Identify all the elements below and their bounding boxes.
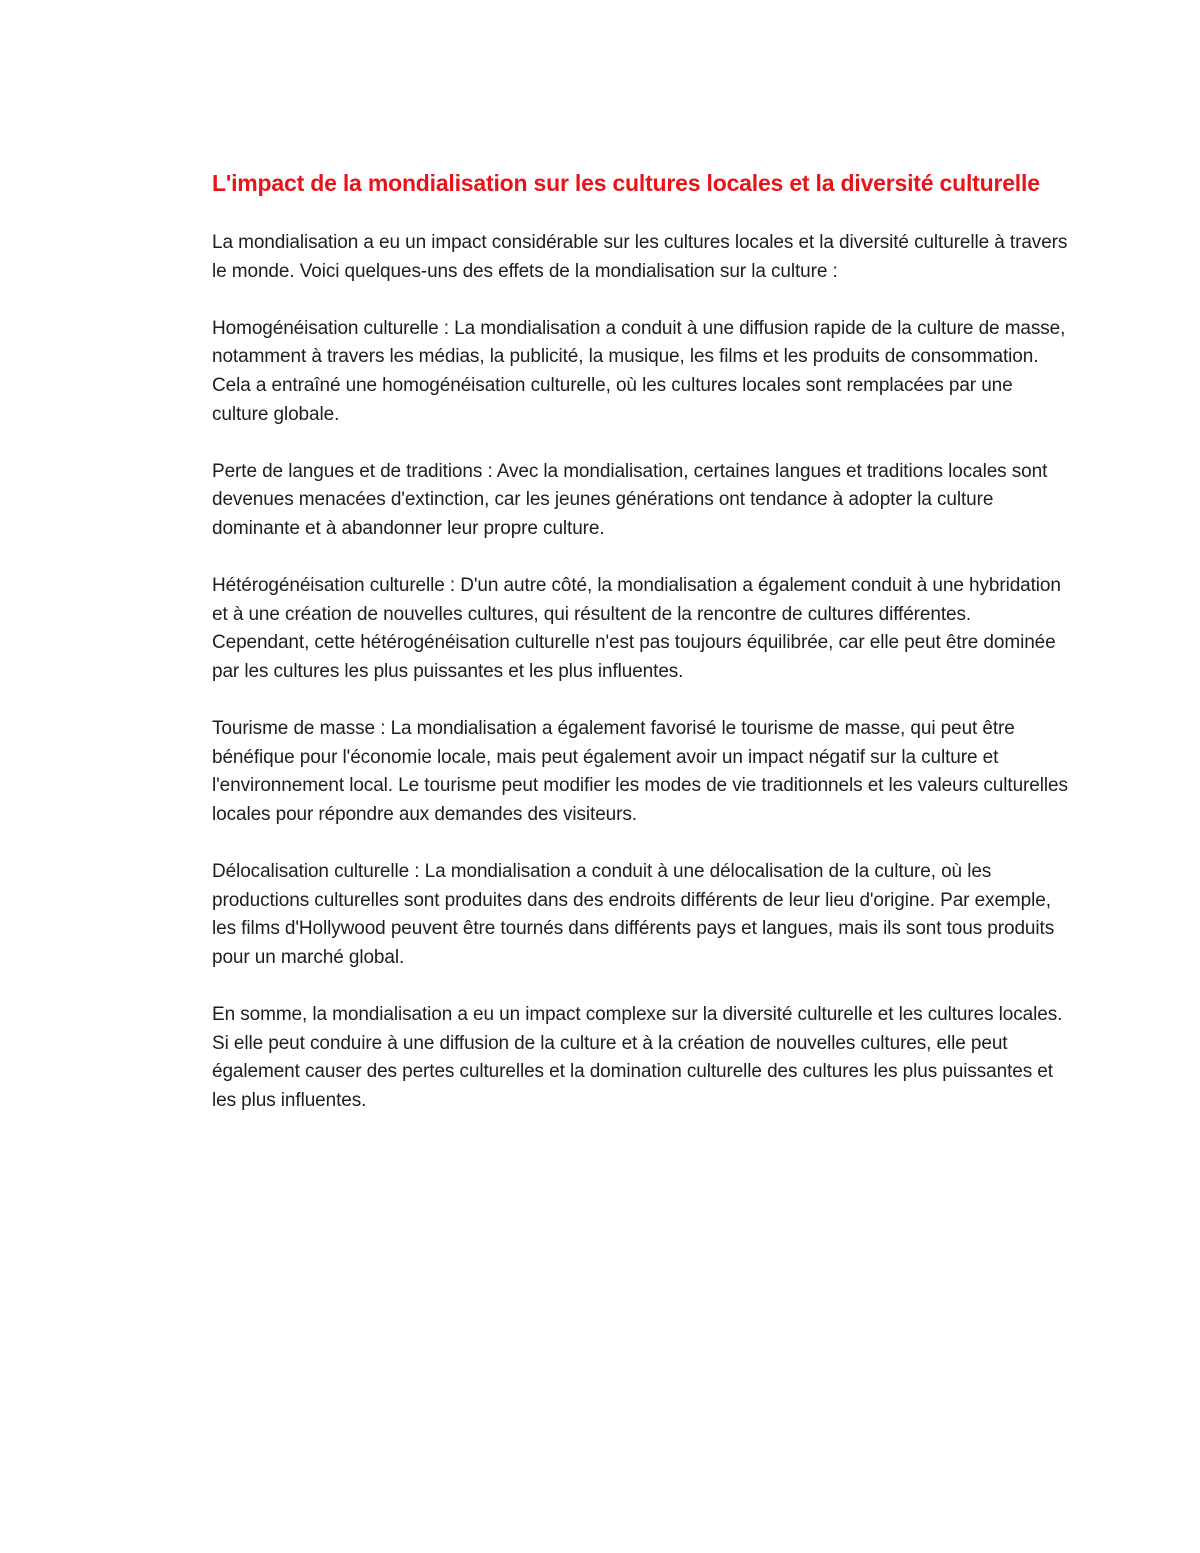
spacer — [212, 544, 1072, 573]
paragraph-homogeneisation: Homogénéisation culturelle : La mondialisation a conduit à une diffusion rapide de la culture de masse, notamment à travers les médias, la publicité, la musique, les films et les produits de consommation. Cela a entraîné une homogénéisation culturelle, où les cultures locales sont remplacées par une culture globale. — [212, 317, 1066, 425]
spacer — [212, 286, 1072, 315]
paragraph-perte-langues: Perte de langues et de traditions : Avec la mondialisation, certaines langues et traditions locales sont devenues menacées d'extinction, car les jeunes générations ont tendance à adopter la culture dominante et à abandonner leur propre culture. — [212, 460, 1048, 539]
spacer — [212, 687, 1072, 716]
spacer — [212, 201, 1072, 229]
paragraph-intro: La mondialisation a eu un impact considérable sur les cultures locales et la diversité culturelle à travers le monde. Voici quelques-uns des effets de la mondialisation sur la culture : — [212, 232, 1068, 282]
paragraph-conclusion: En somme, la mondialisation a eu un impact complexe sur la diversité culturelle et les cultures locales. Si elle peut conduire à une diffusion de la culture et à la création de nouvelles cultures, elle peut également causer des pertes culturelles et la domination culturelle des cultures les plus puissantes et les plus influentes. — [212, 1004, 1063, 1111]
paragraph-tourisme: Tourisme de masse : La mondialisation a également favorisé le tourisme de masse, qui peut être bénéfique pour l'économie locale, mais peut également avoir un impact négatif sur la culture et l'environnement local. Le tourisme peut modifier les modes de vie traditionnels et les valeurs culturelles locales pour répondre aux demandes des visiteurs. — [212, 718, 1068, 825]
paragraph-delocalisation: Délocalisation culturelle : La mondialisation a conduit à une délocalisation de la culture, où les productions culturelles sont produites dans des endroits différents de leur lieu d'origine. Par exemple, les films d'Hollywood peuvent être tournés dans différents pays et langues, mais ils sont tous produits pour un marché global. — [212, 861, 1055, 968]
document-body — [212, 166, 1072, 1115]
document-title: L'impact de la mondialisation sur les cultures locales et la diversité culturelle — [212, 170, 1040, 196]
spacer — [212, 972, 1072, 1001]
paragraph-heterogeneisation: Hétérogénéisation culturelle : D'un autre côté, la mondialisation a également conduit à une hybridation et à une création de nouvelles cultures, qui résultent de la rencontre de cultures différentes. Cependant, cette hétérogénéisation culturelle n'est pas toujours équilibrée, car elle peut être dominée par les cultures les plus puissantes et les plus influentes. — [212, 575, 1061, 682]
spacer — [212, 829, 1072, 858]
spacer — [212, 429, 1072, 458]
